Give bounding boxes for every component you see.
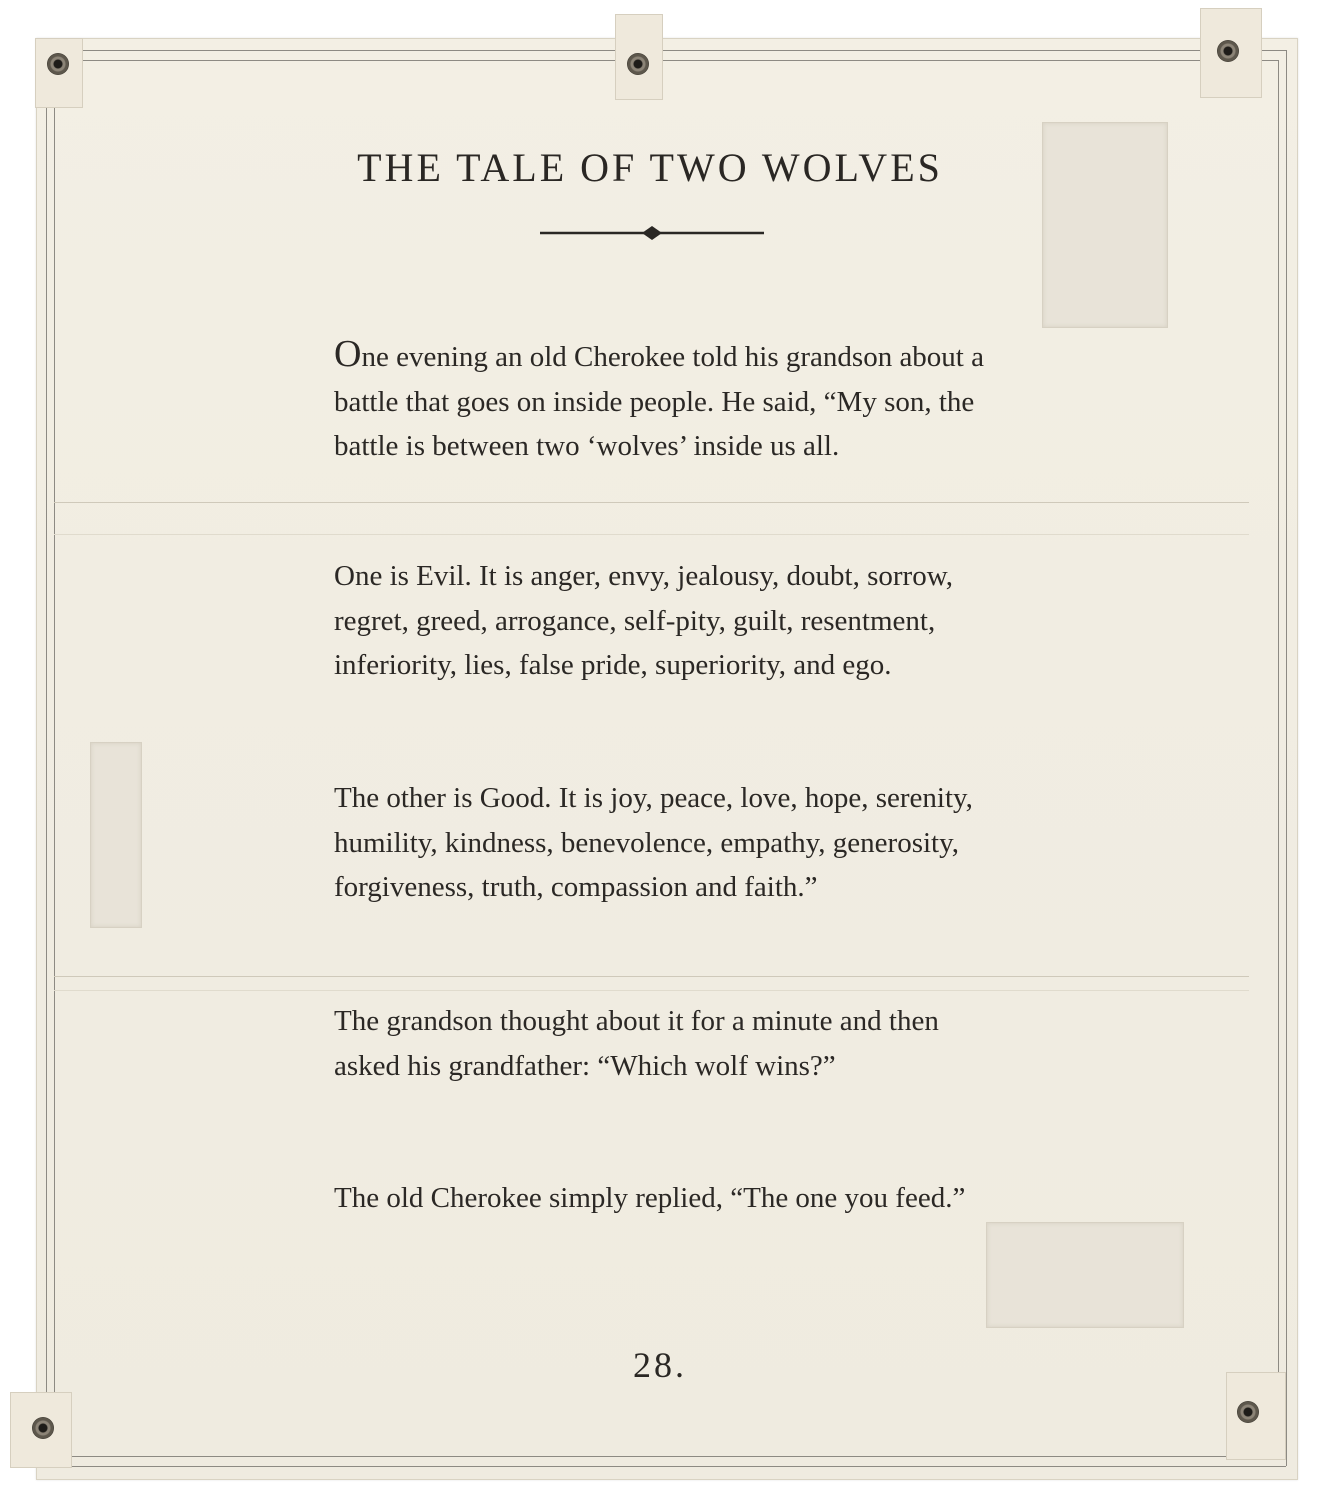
fabric-patch-left xyxy=(90,742,142,928)
stitch-top-outer xyxy=(46,50,1286,51)
paragraph-good-wolf: The other is Good. It is joy, peace, love, hope, serenity, humility, kindness, benevolence, empathy, generosity, forgiveness, truth, compassion and faith.” xyxy=(334,782,973,903)
stitch-right-outer xyxy=(1286,50,1287,1466)
stitch-left-inner xyxy=(54,60,55,1456)
page-title: THE TALE OF TWO WOLVES xyxy=(357,145,943,190)
paragraph-evil-wolf: One is Evil. It is anger, envy, jealousy, doubt, sorrow, regret, greed, arrogance, self-pity, guilt, resentment, inferiority, lies, false pride, superiority, and ego. xyxy=(334,560,953,681)
stitch-bottom-inner xyxy=(54,1456,1278,1457)
grommet-bottom-right xyxy=(1237,1401,1259,1423)
grommet-top-left xyxy=(47,53,69,75)
fabric-patch-top-right xyxy=(1042,122,1168,328)
paragraph-question: The grandson thought about it for a minute and then asked his grandfather: “Which wolf wins?” xyxy=(334,1005,939,1082)
pocket-seam-upper xyxy=(54,502,1249,503)
grommet-top-center xyxy=(627,53,649,75)
grommet-bottom-left xyxy=(32,1417,54,1439)
divider-ornament xyxy=(538,222,766,244)
pocket-seam-upper-shadow xyxy=(54,534,1249,535)
drop-cap: O xyxy=(334,333,362,375)
pocket-seam-lower xyxy=(54,976,1249,977)
stitch-left-outer xyxy=(46,50,47,1466)
stitch-bottom-outer xyxy=(46,1466,1286,1467)
fabric-patch-bottom-right xyxy=(986,1222,1184,1328)
paragraph-answer: The old Cherokee simply replied, “The one you feed.” xyxy=(334,1182,966,1214)
grommet-top-right xyxy=(1217,40,1239,62)
pocket-seam-lower-shadow xyxy=(54,990,1249,991)
page-number: 28. xyxy=(633,1345,687,1385)
stitch-right-inner xyxy=(1278,60,1279,1456)
paragraph-intro-text: ne evening an old Cherokee told his grandson about a battle that goes on inside people. He said, “My son, the battle is between two ‘wolves’ inside us all. xyxy=(334,341,984,462)
paragraph-intro xyxy=(334,332,994,469)
stitch-top-inner xyxy=(54,60,1278,61)
